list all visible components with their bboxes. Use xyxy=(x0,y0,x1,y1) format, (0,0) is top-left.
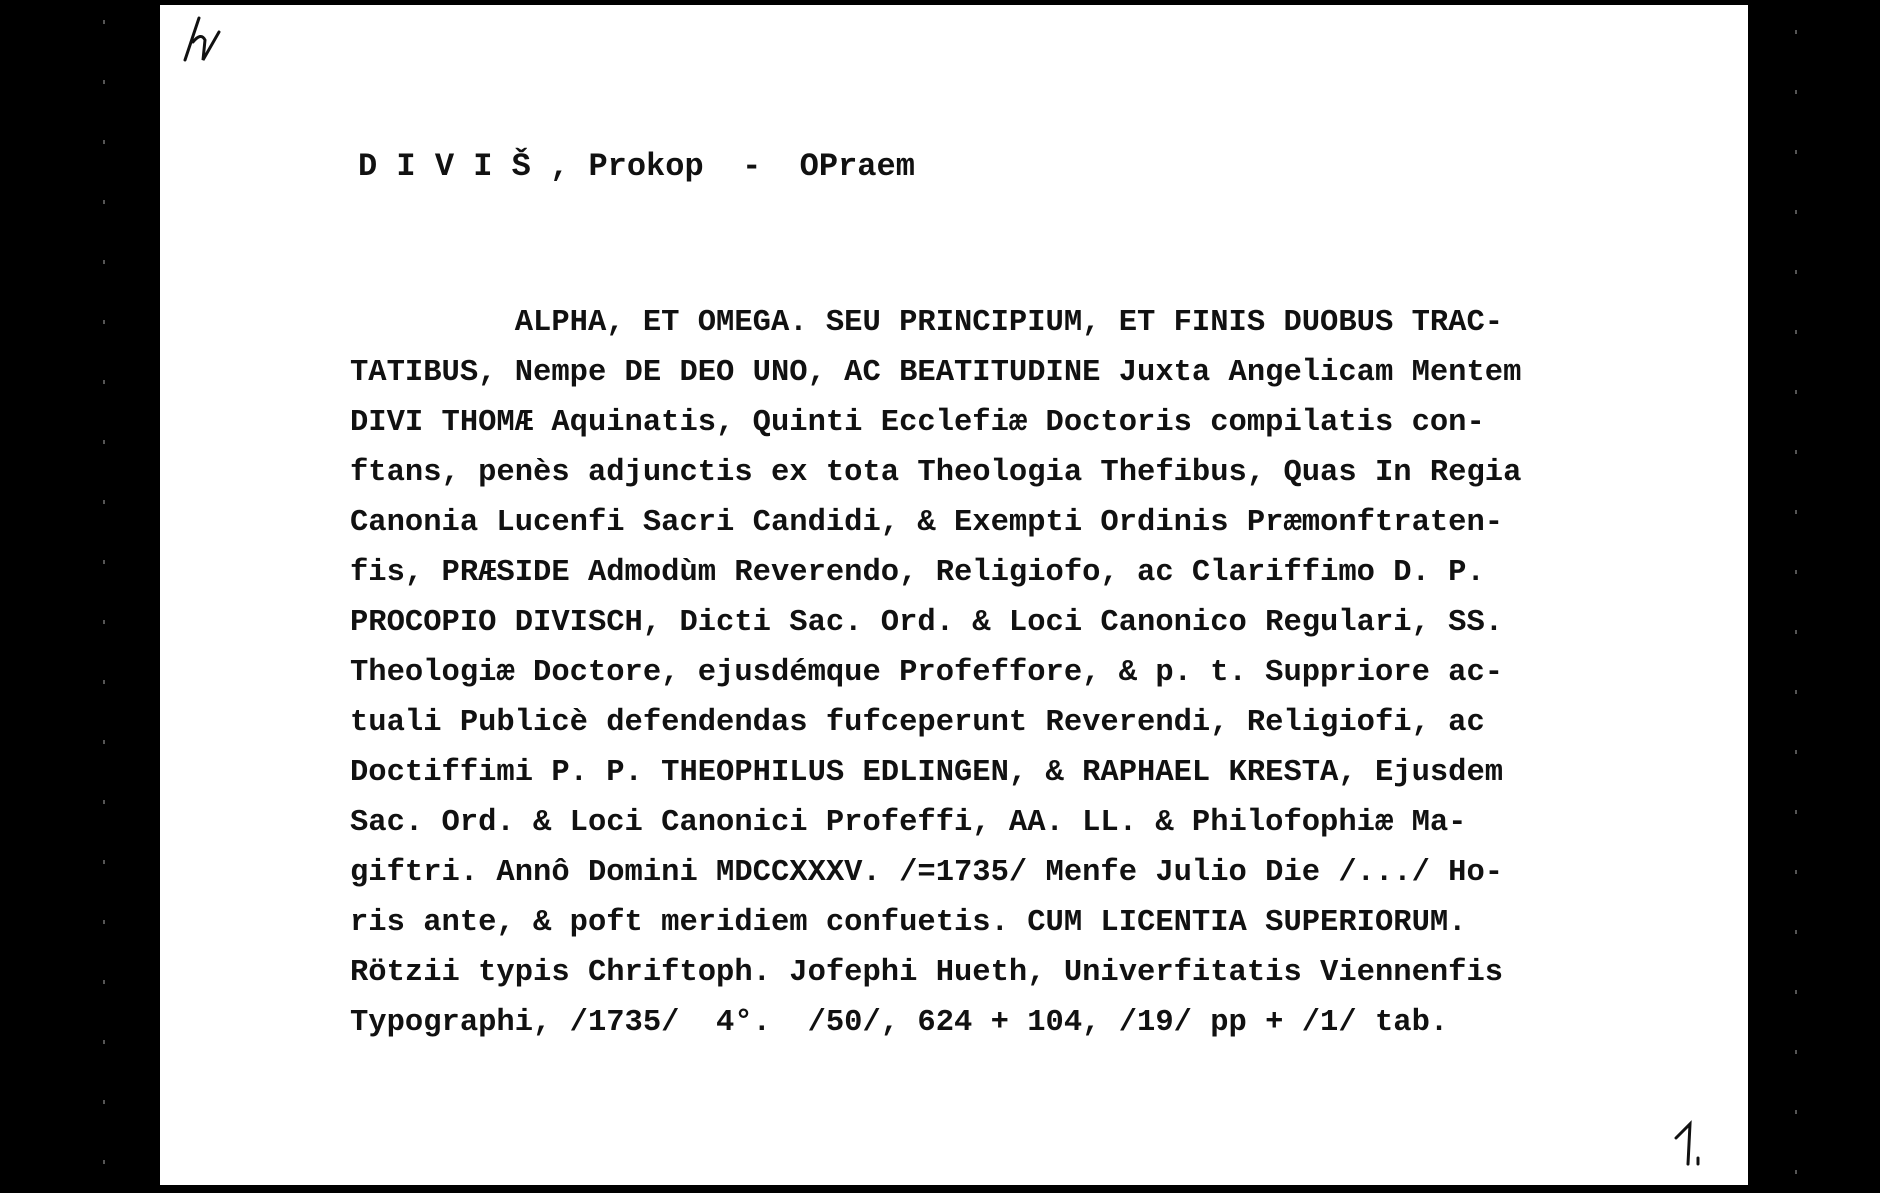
description-line: Canonia Lucenfi Sacri Candidi, & Exempti Ordinis Præmonftraten- xyxy=(350,506,1504,540)
scan-edge-left xyxy=(102,0,106,1188)
card-heading xyxy=(358,148,915,185)
description-line: Theologiæ Doctore, ejusdémque Profeffore, & p. t. Suppriore ac- xyxy=(350,656,1504,690)
author-forename-order: , Prokop - OPraem xyxy=(530,148,915,185)
description-line: Doctiffimi P. P. THEOPHILUS EDLINGEN, & RAPHAEL KRESTA, Ejusdem xyxy=(350,756,1504,790)
description-line: PROCOPIO DIVISCH, Dicti Sac. Ord. & Loci Canonico Regulari, SS. xyxy=(350,606,1504,640)
handwritten-mark-top-left xyxy=(175,10,235,70)
description-line: TATIBUS, Nempe DE DEO UNO, AC BEATITUDINE Juxta Angelicam Mentem xyxy=(350,356,1522,390)
handwritten-page-number xyxy=(1668,1120,1708,1170)
author-surname: D I V I Š xyxy=(358,148,531,185)
description-line: DIVI THOMÆ Aquinatis, Quinti Ecclefiæ Doctoris compilatis con- xyxy=(350,406,1485,440)
scan-edge-right xyxy=(1794,0,1798,1188)
description-line: Rötzii typis Chriftoph. Jofephi Hueth, Univerfitatis Viennenfis xyxy=(350,956,1504,990)
description-line: giftri. Annô Domini MDCCXXXV. /=1735/ Menfe Julio Die /.../ Ho- xyxy=(350,856,1504,890)
description-line: Typographi, /1735/ 4°. /50/, 624 + 104, /19/ pp + /1/ tab. xyxy=(350,1006,1449,1040)
description-line: ALPHA, ET OMEGA. SEU PRINCIPIUM, ET FINIS DUOBUS TRAC- xyxy=(350,306,1504,340)
description-line: tuali Publicè defendendas fufceperunt Reverendi, Religiofi, ac xyxy=(350,706,1485,740)
description-line: fis, PRÆSIDE Admodùm Reverendo, Religiofo, ac Clariffimo D. P. xyxy=(350,556,1485,590)
description-line: ftans, penès adjunctis ex tota Theologia Thefibus, Quas In Regia xyxy=(350,456,1522,490)
description-line: Sac. Ord. & Loci Canonici Profeffi, AA. LL. & Philofophiæ Ma- xyxy=(350,806,1467,840)
description-line: ris ante, & poft meridiem confuetis. CUM LICENTIA SUPERIORUM. xyxy=(350,906,1467,940)
bibliographic-description xyxy=(350,298,1690,1048)
